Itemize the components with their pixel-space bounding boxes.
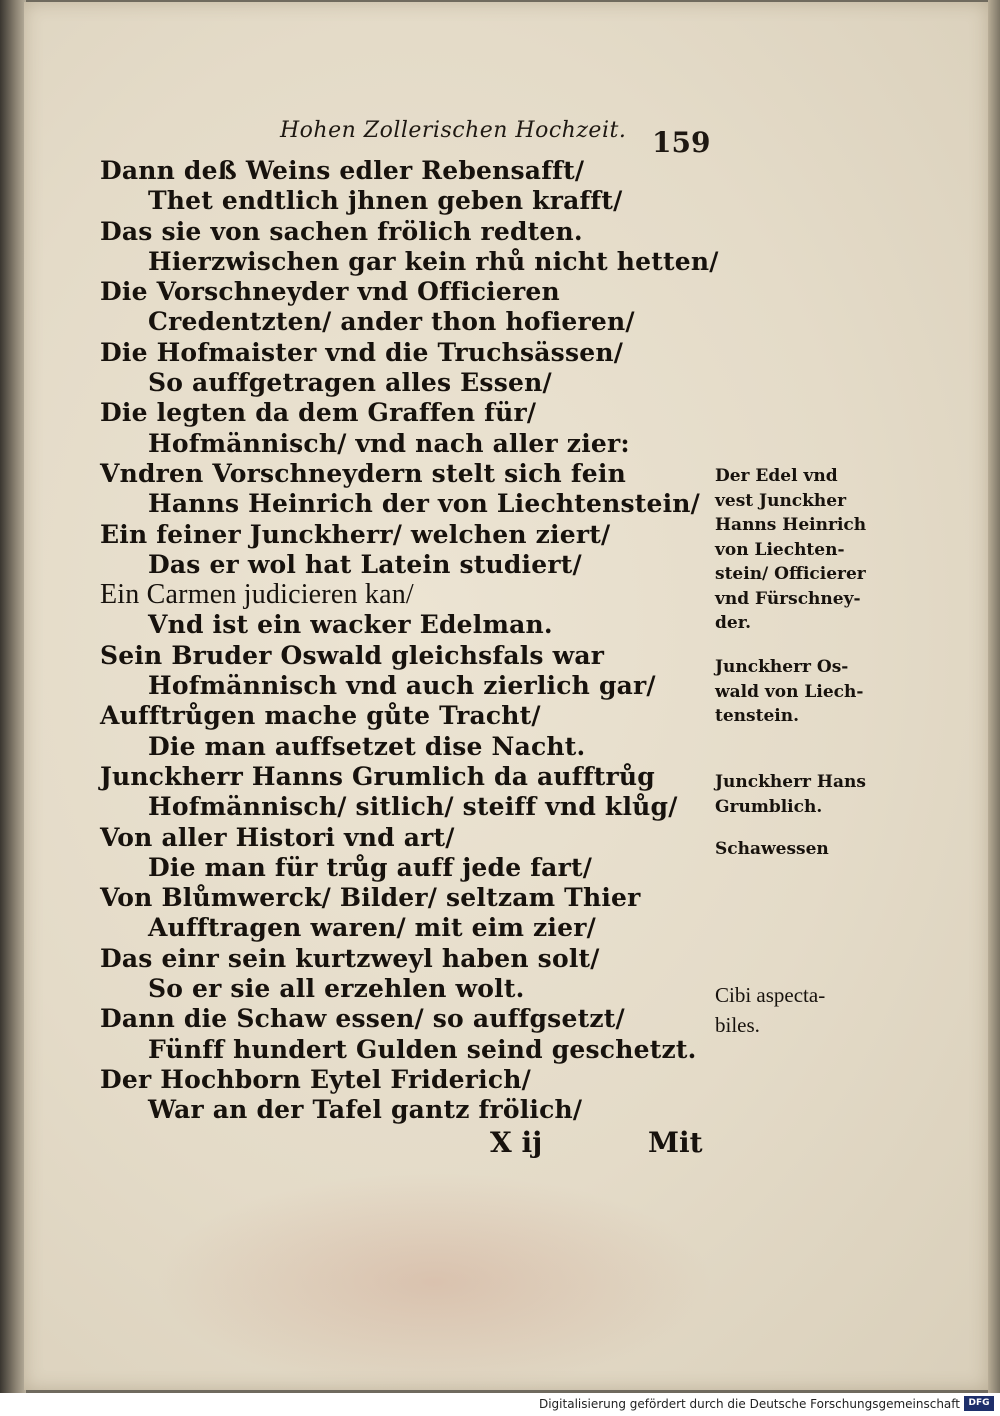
verse-line: Das einr sein kurtzweyl haben solt/ bbox=[100, 943, 600, 973]
verse-line: Das sie von sachen frölich redten. bbox=[100, 216, 583, 246]
verse-line: Die Hofmaister vnd die Truchsässen/ bbox=[100, 337, 624, 367]
footer-bar bbox=[0, 1393, 1000, 1416]
verse-line: Hanns Heinrich der von Liechtenstein/ bbox=[148, 489, 701, 519]
verse-line: Ein feiner Junckherr/ welchen ziert/ bbox=[100, 519, 611, 549]
verse-line: So auffgetragen alles Essen/ bbox=[148, 368, 552, 398]
note-line: Cibi aspecta- bbox=[715, 983, 826, 1007]
note-line: wald von Liech- bbox=[715, 681, 864, 702]
binding-edge bbox=[0, 0, 26, 1393]
verse-line: Das er wol hat Latein studiert/ bbox=[148, 549, 582, 579]
verse-line: Aufftrůgen mache gůte Tracht/ bbox=[100, 701, 541, 731]
note-line: von Liechten- bbox=[715, 539, 845, 560]
verse-line: Ein Carmen judicieren kan/ bbox=[100, 579, 414, 611]
note-line: Schawessen bbox=[715, 839, 829, 859]
verse-line: Hofmännisch vnd auch zierlich gar/ bbox=[148, 671, 656, 701]
note-line: Junckherr Os- bbox=[715, 657, 849, 677]
note-line: tenstein. bbox=[715, 706, 800, 726]
verse-line: Die Vorschneyder vnd Officieren bbox=[100, 277, 560, 307]
catchword: Mit bbox=[648, 1126, 703, 1159]
verse-line: Hofmännisch/ sitlich/ steiff vnd klůg/ bbox=[148, 792, 678, 822]
note-line: Junckherr Hans bbox=[715, 772, 866, 792]
margin-note-oswald bbox=[715, 655, 863, 729]
verse-line: Sein Bruder Oswald gleichsfals war bbox=[100, 640, 605, 670]
verse-line: Junckherr Hanns Grumlich da aufftrůg bbox=[100, 761, 655, 791]
note-line: Hanns Heinrich bbox=[715, 515, 867, 535]
verse-list bbox=[100, 156, 720, 1126]
verse-line: Dann deß Weins edler Rebensafft/ bbox=[100, 156, 585, 185]
verse-line: Der Hochborn Eytel Friderich/ bbox=[100, 1064, 531, 1094]
verse-line: Die man auffsetzet dise Nacht. bbox=[148, 731, 586, 761]
margin-note-latin bbox=[715, 980, 825, 1040]
page-edge bbox=[988, 0, 1000, 1393]
margin-note-grumlich bbox=[715, 770, 866, 819]
verse-line: Thet endtlich jhnen geben krafft/ bbox=[148, 186, 623, 216]
funding-credit: Digitalisierung gefördert durch die Deutsche Forschungsgemeinschaft bbox=[538, 1397, 960, 1411]
note-line: vest Junckher bbox=[715, 490, 847, 511]
verse-line: Hierzwischen gar kein rhů nicht hetten/ bbox=[148, 246, 719, 276]
note-line: Grumblich. bbox=[715, 796, 823, 817]
note-line: der. bbox=[715, 613, 752, 633]
margin-note-edel bbox=[715, 464, 866, 636]
verse-line: Von Blůmwerck/ Bilder/ seltzam Thier bbox=[100, 883, 641, 913]
verse-line: War an der Tafel gantz frölich/ bbox=[148, 1095, 583, 1125]
verse-line: Die legten da dem Graffen für/ bbox=[100, 398, 537, 428]
note-line: Der Edel vnd bbox=[715, 466, 838, 486]
verse-line: Von aller Histori vnd art/ bbox=[100, 822, 455, 852]
verse-line: Dann die Schaw essen/ so auffgsetzt/ bbox=[100, 1004, 625, 1034]
signature-mark: X ij bbox=[490, 1126, 543, 1159]
verse-line: Vndren Vorschneydern stelt sich fein bbox=[100, 458, 626, 488]
page-number: 159 bbox=[652, 126, 711, 159]
verse-line: Credentzten/ ander thon hofieren/ bbox=[148, 307, 635, 337]
verse-line: So er sie all erzehlen wolt. bbox=[148, 974, 525, 1004]
dfg-logo: DFG bbox=[964, 1396, 994, 1411]
verse-line: Die man für trůg auff jede fart/ bbox=[148, 852, 593, 882]
note-line: biles. bbox=[715, 1013, 760, 1037]
note-line: stein/ Officierer bbox=[715, 564, 866, 584]
note-line: vnd Fürschney- bbox=[715, 588, 861, 609]
running-head: Hohen Zollerischen Hochzeit. bbox=[280, 118, 627, 143]
verse-line: Vnd ist ein wacker Edelman. bbox=[148, 610, 553, 640]
water-stain bbox=[154, 1172, 714, 1392]
verse-line: Aufftragen waren/ mit eim zier/ bbox=[148, 913, 596, 943]
margin-note-schawessen bbox=[715, 837, 829, 862]
verse-line: Hofmännisch/ vnd nach aller zier: bbox=[148, 428, 630, 458]
verse-line: Fünff hundert Gulden seind geschetzt. bbox=[148, 1034, 697, 1064]
